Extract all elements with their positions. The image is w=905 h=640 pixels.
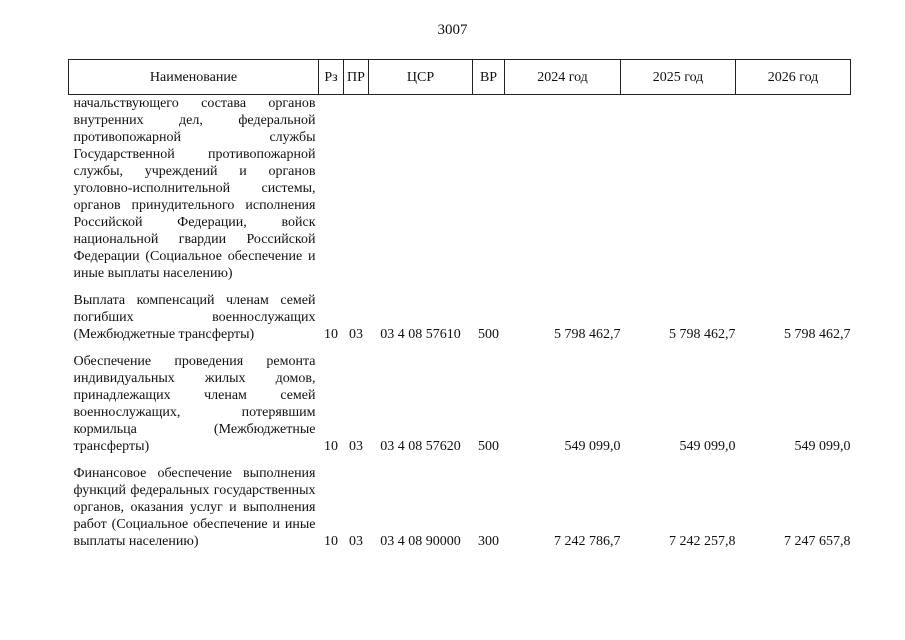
row-2024: 7 242 786,7 (554, 534, 621, 549)
row-pr: 03 (349, 439, 363, 454)
row-name: Выплата компенсаций членам семей погибших военнослужащих (Межбюджетные трансферты) (73, 293, 316, 342)
row-name: Обеспечение проведения ремонта индивидуальных жилых домов, принадлежащих членам семей военнослужащих, потерявшим кормильца (Межбюджетные трансферты) (73, 354, 316, 454)
col-header-rz: Рз (319, 60, 344, 95)
row-csr (369, 95, 473, 283)
row-vr: 300 (478, 534, 499, 549)
table-row (69, 292, 851, 343)
table-row (69, 95, 851, 283)
row-pr: 03 (349, 534, 363, 549)
row-2024: 549 099,0 (564, 439, 621, 454)
row-2025 (621, 95, 736, 283)
col-header-2025: 2025 год (621, 60, 736, 95)
row-pr: 03 (349, 327, 363, 342)
table-row (69, 353, 851, 455)
row-2025: 7 242 257,8 (669, 534, 736, 549)
col-header-2026: 2026 год (736, 60, 851, 95)
budget-table (68, 59, 851, 550)
row-2026: 7 247 657,8 (784, 534, 851, 549)
row-name: начальствующего состава органов внутренних дел, федеральной противопожарной службы Государственной противопожарной службы, учреждений и органов уголовно-исполнительной системы, органов принудительного исполнения Российской Федерации, войск национальной гвардии Российской Федерации (Социальное обеспечение и иные выплаты населению) (73, 96, 316, 281)
page-number: 3007 (437, 22, 468, 38)
row-name: Финансовое обеспечение выполнения функций федеральных государственных органов, оказания услуг и выполнения работ (Социальное обеспечение и иные выплаты населению) (73, 466, 316, 549)
row-2025: 549 099,0 (679, 439, 736, 454)
row-csr: 03 4 08 57620 (380, 439, 461, 454)
col-header-name: Наименование (69, 60, 319, 95)
col-header-vr: ВР (473, 60, 505, 95)
row-2026: 5 798 462,7 (784, 327, 851, 342)
row-rz: 10 (324, 327, 338, 342)
col-header-pr: ПР (344, 60, 369, 95)
row-2025: 5 798 462,7 (669, 327, 736, 342)
row-2026: 549 099,0 (794, 439, 851, 454)
row-2026 (736, 95, 851, 283)
row-csr: 03 4 08 90000 (380, 534, 461, 549)
col-header-2024: 2024 год (505, 60, 621, 95)
row-csr: 03 4 08 57610 (380, 327, 461, 342)
table-row (69, 465, 851, 550)
row-rz (319, 95, 344, 283)
row-vr: 500 (478, 439, 499, 454)
header-row (69, 60, 851, 95)
col-header-csr: ЦСР (369, 60, 473, 95)
row-rz: 10 (324, 439, 338, 454)
row-vr (473, 95, 505, 283)
row-pr (344, 95, 369, 283)
row-2024: 5 798 462,7 (554, 327, 621, 342)
row-2024 (505, 95, 621, 283)
row-rz: 10 (324, 534, 338, 549)
row-vr: 500 (478, 327, 499, 342)
